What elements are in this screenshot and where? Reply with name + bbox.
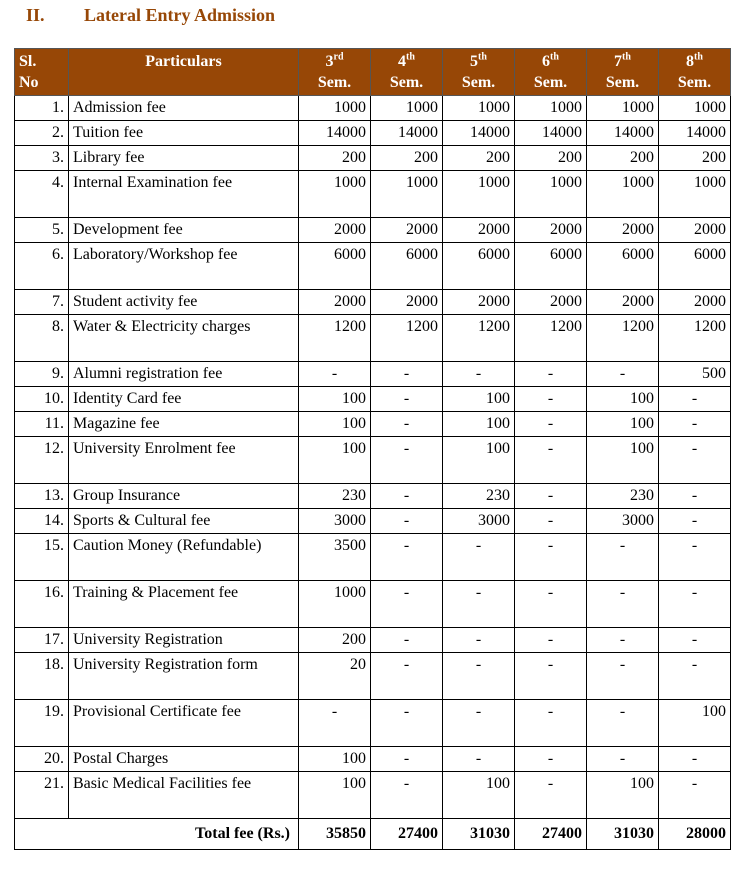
- table-row: [15, 146, 731, 171]
- row-sl-no: 13.: [15, 484, 69, 509]
- row-value-sem-6: 6000: [515, 243, 587, 290]
- row-particular: Basic Medical Facilities fee: [69, 772, 299, 819]
- row-particular: Laboratory/Workshop fee: [69, 243, 299, 290]
- row-value-sem-3: 20: [299, 653, 371, 700]
- row-value-sem-5: 6000: [443, 243, 515, 290]
- row-sl-no: 7.: [15, 290, 69, 315]
- row-sl-no: 12.: [15, 437, 69, 484]
- total-sem-5: 31030: [443, 819, 515, 850]
- row-value-sem-6: 1000: [515, 96, 587, 121]
- row-value-sem-4: -: [371, 534, 443, 581]
- row-value-sem-3: 1200: [299, 315, 371, 362]
- row-value-sem-5: 100: [443, 772, 515, 819]
- row-value-sem-8: -: [659, 534, 731, 581]
- row-value-sem-8: -: [659, 509, 731, 534]
- row-value-sem-8: 500: [659, 362, 731, 387]
- row-particular: Postal Charges: [69, 747, 299, 772]
- total-sem-3: 35850: [299, 819, 371, 850]
- row-value-sem-5: 1000: [443, 96, 515, 121]
- row-particular: Student activity fee: [69, 290, 299, 315]
- row-value-sem-7: -: [587, 581, 659, 628]
- row-value-sem-4: 6000: [371, 243, 443, 290]
- row-particular: University Enrolment fee: [69, 437, 299, 484]
- row-value-sem-5: -: [443, 362, 515, 387]
- row-value-sem-6: -: [515, 484, 587, 509]
- row-sl-no: 16.: [15, 581, 69, 628]
- row-value-sem-8: -: [659, 387, 731, 412]
- row-value-sem-8: -: [659, 747, 731, 772]
- total-sem-8: 28000: [659, 819, 731, 850]
- row-particular: Development fee: [69, 218, 299, 243]
- row-value-sem-7: -: [587, 700, 659, 747]
- header-sem-7: 7th Sem.: [587, 49, 659, 96]
- row-value-sem-4: 1000: [371, 171, 443, 218]
- row-particular: Identity Card fee: [69, 387, 299, 412]
- row-value-sem-8: 2000: [659, 218, 731, 243]
- row-value-sem-6: -: [515, 534, 587, 581]
- row-value-sem-3: 100: [299, 747, 371, 772]
- table-row: [15, 171, 731, 218]
- row-sl-no: 19.: [15, 700, 69, 747]
- row-sl-no: 21.: [15, 772, 69, 819]
- row-value-sem-4: -: [371, 772, 443, 819]
- row-value-sem-8: -: [659, 628, 731, 653]
- row-sl-no: 15.: [15, 534, 69, 581]
- row-value-sem-4: -: [371, 509, 443, 534]
- row-sl-no: 3.: [15, 146, 69, 171]
- row-value-sem-4: -: [371, 412, 443, 437]
- row-value-sem-5: -: [443, 653, 515, 700]
- row-value-sem-4: -: [371, 437, 443, 484]
- row-value-sem-4: 1000: [371, 96, 443, 121]
- row-value-sem-6: -: [515, 747, 587, 772]
- row-value-sem-6: 1200: [515, 315, 587, 362]
- row-value-sem-4: -: [371, 747, 443, 772]
- row-value-sem-6: -: [515, 653, 587, 700]
- row-value-sem-6: 14000: [515, 121, 587, 146]
- row-particular: Sports & Cultural fee: [69, 509, 299, 534]
- row-value-sem-5: 3000: [443, 509, 515, 534]
- header-sl-no: Sl. No: [15, 49, 69, 96]
- row-particular: Tuition fee: [69, 121, 299, 146]
- row-particular: Alumni registration fee: [69, 362, 299, 387]
- row-value-sem-4: -: [371, 387, 443, 412]
- table-row: [15, 534, 731, 581]
- header-sem-8: 8th Sem.: [659, 49, 731, 96]
- row-value-sem-4: 1200: [371, 315, 443, 362]
- row-value-sem-8: -: [659, 484, 731, 509]
- table-row: [15, 412, 731, 437]
- row-value-sem-5: 100: [443, 412, 515, 437]
- row-value-sem-8: 6000: [659, 243, 731, 290]
- row-value-sem-4: 2000: [371, 290, 443, 315]
- row-value-sem-3: 100: [299, 387, 371, 412]
- row-sl-no: 10.: [15, 387, 69, 412]
- row-sl-no: 14.: [15, 509, 69, 534]
- table-row: [15, 387, 731, 412]
- row-value-sem-8: 200: [659, 146, 731, 171]
- row-value-sem-7: 1000: [587, 171, 659, 218]
- row-particular: Water & Electricity charges: [69, 315, 299, 362]
- row-value-sem-7: 100: [587, 437, 659, 484]
- row-value-sem-7: 1000: [587, 96, 659, 121]
- row-sl-no: 17.: [15, 628, 69, 653]
- row-value-sem-7: 2000: [587, 290, 659, 315]
- table-row: [15, 218, 731, 243]
- row-value-sem-8: -: [659, 772, 731, 819]
- row-value-sem-7: 3000: [587, 509, 659, 534]
- header-sem-3: 3rd Sem.: [299, 49, 371, 96]
- row-value-sem-6: -: [515, 772, 587, 819]
- row-particular: University Registration form: [69, 653, 299, 700]
- row-particular: Admission fee: [69, 96, 299, 121]
- row-sl-no: 1.: [15, 96, 69, 121]
- row-value-sem-5: 230: [443, 484, 515, 509]
- row-value-sem-4: -: [371, 653, 443, 700]
- section-heading: [26, 5, 275, 26]
- row-particular: Library fee: [69, 146, 299, 171]
- row-value-sem-4: -: [371, 700, 443, 747]
- row-value-sem-3: 230: [299, 484, 371, 509]
- row-value-sem-3: 6000: [299, 243, 371, 290]
- table-row: [15, 581, 731, 628]
- row-value-sem-3: 100: [299, 772, 371, 819]
- row-sl-no: 4.: [15, 171, 69, 218]
- row-particular: Provisional Certificate fee: [69, 700, 299, 747]
- row-sl-no: 20.: [15, 747, 69, 772]
- table-row: [15, 628, 731, 653]
- row-value-sem-6: -: [515, 412, 587, 437]
- row-value-sem-7: -: [587, 362, 659, 387]
- row-value-sem-5: 1000: [443, 171, 515, 218]
- table-row: [15, 362, 731, 387]
- total-sem-7: 31030: [587, 819, 659, 850]
- row-value-sem-7: 200: [587, 146, 659, 171]
- row-sl-no: 6.: [15, 243, 69, 290]
- row-value-sem-6: -: [515, 362, 587, 387]
- row-value-sem-6: -: [515, 700, 587, 747]
- row-value-sem-6: 1000: [515, 171, 587, 218]
- row-value-sem-6: -: [515, 509, 587, 534]
- row-value-sem-4: -: [371, 362, 443, 387]
- table-row: [15, 484, 731, 509]
- row-value-sem-7: 100: [587, 772, 659, 819]
- header-sem-4: 4th Sem.: [371, 49, 443, 96]
- row-value-sem-3: 200: [299, 146, 371, 171]
- row-value-sem-7: 1200: [587, 315, 659, 362]
- row-value-sem-3: -: [299, 700, 371, 747]
- row-value-sem-8: -: [659, 653, 731, 700]
- header-sem-6: 6th Sem.: [515, 49, 587, 96]
- row-sl-no: 11.: [15, 412, 69, 437]
- table-header-row: [15, 49, 731, 96]
- row-value-sem-5: 100: [443, 437, 515, 484]
- section-title: Lateral Entry Admission: [84, 5, 276, 25]
- row-value-sem-8: -: [659, 437, 731, 484]
- row-particular: Magazine fee: [69, 412, 299, 437]
- row-value-sem-3: 100: [299, 412, 371, 437]
- row-value-sem-6: -: [515, 581, 587, 628]
- row-sl-no: 9.: [15, 362, 69, 387]
- row-value-sem-4: 200: [371, 146, 443, 171]
- total-row: [15, 819, 731, 850]
- row-particular: Training & Placement fee: [69, 581, 299, 628]
- section-number: II.: [26, 5, 45, 25]
- row-value-sem-6: -: [515, 628, 587, 653]
- table-row: [15, 509, 731, 534]
- row-value-sem-5: -: [443, 747, 515, 772]
- row-value-sem-8: 1200: [659, 315, 731, 362]
- table-row: [15, 121, 731, 146]
- row-value-sem-8: 1000: [659, 96, 731, 121]
- total-sem-4: 27400: [371, 819, 443, 850]
- row-value-sem-5: -: [443, 534, 515, 581]
- row-particular: Internal Examination fee: [69, 171, 299, 218]
- row-sl-no: 18.: [15, 653, 69, 700]
- row-value-sem-5: 2000: [443, 218, 515, 243]
- table-row: [15, 290, 731, 315]
- row-value-sem-5: 14000: [443, 121, 515, 146]
- row-value-sem-3: 2000: [299, 290, 371, 315]
- row-value-sem-7: -: [587, 747, 659, 772]
- row-value-sem-4: 14000: [371, 121, 443, 146]
- row-value-sem-3: 3000: [299, 509, 371, 534]
- row-value-sem-5: -: [443, 581, 515, 628]
- row-value-sem-8: -: [659, 412, 731, 437]
- table-row: [15, 437, 731, 484]
- row-value-sem-5: 2000: [443, 290, 515, 315]
- row-value-sem-6: -: [515, 387, 587, 412]
- row-value-sem-6: 200: [515, 146, 587, 171]
- table-row: [15, 700, 731, 747]
- table-row: [15, 315, 731, 362]
- table-row: [15, 772, 731, 819]
- row-value-sem-7: -: [587, 628, 659, 653]
- row-value-sem-4: -: [371, 628, 443, 653]
- row-value-sem-7: 100: [587, 387, 659, 412]
- row-value-sem-3: 1000: [299, 171, 371, 218]
- row-particular: University Registration: [69, 628, 299, 653]
- row-value-sem-7: 100: [587, 412, 659, 437]
- row-value-sem-7: 14000: [587, 121, 659, 146]
- header-particulars: Particulars: [69, 49, 299, 96]
- row-sl-no: 8.: [15, 315, 69, 362]
- row-value-sem-6: 2000: [515, 218, 587, 243]
- row-value-sem-4: -: [371, 484, 443, 509]
- row-value-sem-7: 230: [587, 484, 659, 509]
- row-value-sem-7: -: [587, 534, 659, 581]
- row-value-sem-3: 200: [299, 628, 371, 653]
- row-particular: Caution Money (Refundable): [69, 534, 299, 581]
- row-sl-no: 2.: [15, 121, 69, 146]
- row-value-sem-3: 100: [299, 437, 371, 484]
- row-value-sem-8: -: [659, 581, 731, 628]
- total-label: Total fee (Rs.): [15, 819, 299, 850]
- row-value-sem-7: 6000: [587, 243, 659, 290]
- row-value-sem-6: -: [515, 437, 587, 484]
- row-value-sem-5: -: [443, 700, 515, 747]
- row-value-sem-3: 2000: [299, 218, 371, 243]
- table-row: [15, 747, 731, 772]
- row-value-sem-5: 100: [443, 387, 515, 412]
- row-value-sem-3: 1000: [299, 581, 371, 628]
- row-value-sem-3: 1000: [299, 96, 371, 121]
- row-value-sem-8: 14000: [659, 121, 731, 146]
- table-row: [15, 96, 731, 121]
- row-value-sem-4: 2000: [371, 218, 443, 243]
- table-row: [15, 243, 731, 290]
- row-value-sem-8: 2000: [659, 290, 731, 315]
- row-value-sem-3: 3500: [299, 534, 371, 581]
- row-value-sem-8: 1000: [659, 171, 731, 218]
- row-particular: Group Insurance: [69, 484, 299, 509]
- row-value-sem-3: 14000: [299, 121, 371, 146]
- total-sem-6: 27400: [515, 819, 587, 850]
- fee-table: [14, 48, 731, 850]
- row-value-sem-5: 1200: [443, 315, 515, 362]
- row-value-sem-6: 2000: [515, 290, 587, 315]
- row-sl-no: 5.: [15, 218, 69, 243]
- header-sem-5: 5th Sem.: [443, 49, 515, 96]
- row-value-sem-7: -: [587, 653, 659, 700]
- row-value-sem-7: 2000: [587, 218, 659, 243]
- table-row: [15, 653, 731, 700]
- row-value-sem-4: -: [371, 581, 443, 628]
- row-value-sem-5: -: [443, 628, 515, 653]
- row-value-sem-5: 200: [443, 146, 515, 171]
- row-value-sem-3: -: [299, 362, 371, 387]
- row-value-sem-8: 100: [659, 700, 731, 747]
